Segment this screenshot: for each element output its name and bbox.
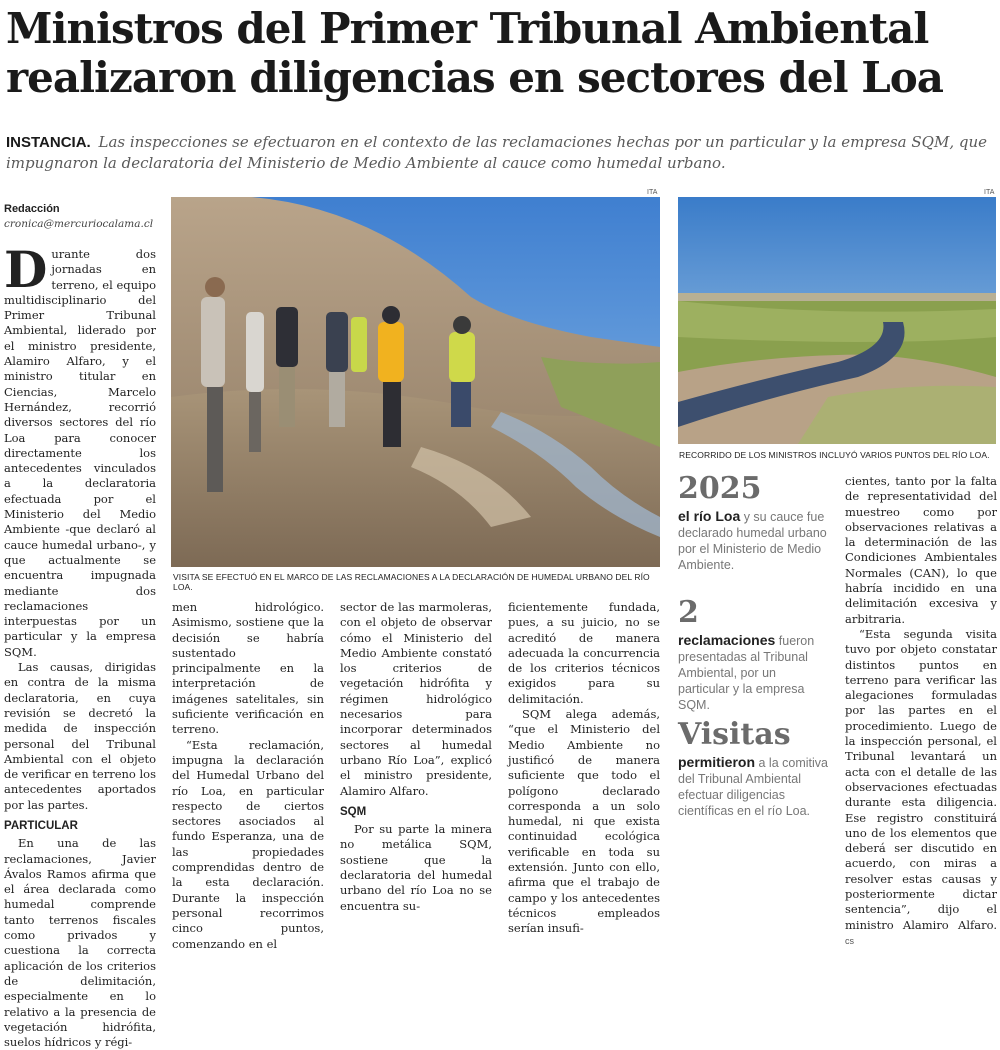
stat-text-3: permitieron a la comitiva del Tribunal Ambiental efectuar diligencias científicas en el río Loa. <box>678 754 828 818</box>
side-photo <box>678 197 996 444</box>
stat-text-1: el río Loa y su cauce fue declarado humedal urbano por el Ministerio de Medio Ambiente. <box>678 508 827 572</box>
column-3-paragraph-1: sector de las marmoleras, con el objeto de observar cómo el Ministerio del Medio Ambiente constató los criterios de vegetación hidrófita y régimen hidrológico necesarios para incorporar determinados sectores al humedal urbano Río Loa”, explicó el ministro presidente, Alamiro Alfaro. <box>340 600 492 798</box>
article-column-1 <box>4 240 157 1050</box>
byline-email: cronica@mercuriocalama.cl <box>4 218 154 230</box>
lead-kicker: INSTANCIA. <box>6 134 91 151</box>
subhead-sqm: SQM <box>340 805 367 818</box>
stat-number-2: 2 <box>678 595 699 630</box>
stat-box-3 <box>678 717 828 819</box>
headline-line-2: realizaron diligencias en sectores del Loa <box>6 53 943 102</box>
byline-author: Redacción <box>4 203 60 215</box>
main-photo-credit: ITA <box>647 189 658 196</box>
side-photo-credit: ITA <box>984 189 995 196</box>
main-photo-image <box>171 197 660 567</box>
column-4-paragraph-1: ficientemente fundada, pues, a su juicio, no se acreditó de manera adecuada la concurrencia de los criterios técnicos exigidos para su delimitación. <box>508 600 660 706</box>
stat-text-2: reclamaciones fueron presentadas al Tribunal Ambiental, por un particular y la empresa SQM. <box>678 632 815 712</box>
headline-line-1: Ministros del Primer Tribunal Ambiental <box>6 4 929 53</box>
article-column-4 <box>508 600 660 936</box>
column-4-paragraph-2: SQM alega además, “que el Ministerio del Medio Ambiente no justificó de manera suficiente que todo el polígono declarado corresponda a un solo humedal, ni que exista continuidad ecológica verificable en toda su extensión. Junto con ello, afirma que el trabajo de campo y los antecedentes técnicos empleados serían insufi- <box>508 707 660 936</box>
article-column-3 <box>340 600 492 913</box>
column-1-paragraph-2: Las causas, dirigidas en contra de la misma declaratoria, en cuya revisión se decretó la medida de inspección personal del Tribunal Ambiental con el objeto de verificar en terreno los antecedentes aportados por las partes. <box>4 660 157 812</box>
column-1-paragraph-3: En una de las reclamaciones, Javier Ávalos Ramos afirma que el área declarada como humedal comprende tanto terrenos fiscales como privados y cuestiona la correcta aplicación de los criterios de delimitación, especialmente en lo relativo a la presencia de vegetación hidrófita, suelos hídricos y régi- <box>4 836 156 1050</box>
column-2-paragraph-1: men hidrológico. Asimismo, sostiene que la decisión se habría sustentado principalmente en la interpretación de imágenes satelitales, sin suficiente verificación en terreno. <box>172 600 324 737</box>
stat-number-3: Visitas <box>678 717 791 752</box>
column-2-paragraph-2: “Esta reclamación, impugna la declaración del Humedal Urbano del río Loa, en particular respecto de ciertos sectores asociados al fundo Esperanza, una de las propiedades comprendidas dentro de la esta declaración. Durante la inspección personal recorrimos cinco puntos, comenzando en el <box>172 737 324 951</box>
article-column-6 <box>845 474 997 946</box>
subhead-particular: PARTICULAR <box>4 819 78 832</box>
stat-box-2 <box>678 595 828 713</box>
column-6-paragraph-2: “Esta segunda visita tuvo por objeto constatar distintos puntos en terreno para verificar las alegaciones formuladas por las partes en el procedimiento. Luego de la inspección personal, el Tribunal levantará un acta con el detalle de las observaciones efectuadas durante esta diligencia. Ese registro constituirá uno de los elementos que deberá ser discutido en acuerdo, con miras a resolver estas causas y posteriormente dictar sentencia”, dijo el ministro Alamiro Alfaro. cs <box>845 626 997 946</box>
column-1-paragraph-1: urante dos jornadas en terreno, el equipo multidisciplinario del Primer Tribunal Ambiental, liderado por el ministro presidente, Alamiro Alfaro, y el ministro titular en Ciencias, Marcelo Hernández, recorrió diversos sectores del río Loa para conocer directamente los antecedentes vinculados a la declaratoria efectuada por el Ministerio del Medio Ambiente -que declaró al cauce humedal urbano-, y que actualmente se encuentra impugnada mediante dos reclamaciones interpuestas por un particular y la empresa SQM. <box>4 247 156 659</box>
side-photo-image <box>678 197 996 444</box>
stat-box-1 <box>678 471 828 573</box>
main-photo <box>171 197 660 567</box>
column-3-paragraph-2: Por su parte la minera no metálica SQM, sostiene que la declaratoria del humedal urbano del río Loa no se encuentra su- <box>340 822 492 913</box>
end-mark: cs <box>845 935 854 946</box>
side-photo-caption: RECORRIDO DE LOS MINISTROS INCLUYÓ VARIOS PUNTOS DEL RÍO LOA. <box>679 450 990 460</box>
article-column-2 <box>172 600 324 951</box>
lead-paragraph <box>6 132 996 174</box>
stat-number-1: 2025 <box>678 471 762 506</box>
lead-text: Las inspecciones se efectuaron en el contexto de las reclamaciones hechas por un particular y la empresa SQM, que impugnaron la declaratoria del Ministerio de Medio Ambiente al cauce como humedal urbano. <box>6 133 988 172</box>
column-6-paragraph-1: cientes, tanto por la falta de representatividad del muestreo como por observaciones relativas a la determinación de las Condiciones Ambientales Normales (CAN), lo que habría incidido en una delimitación excesiva y arbitraria. <box>845 474 997 626</box>
headline <box>6 4 996 102</box>
drop-cap: D <box>4 240 48 299</box>
main-photo-caption: VISITA SE EFECTUÓ EN EL MARCO DE LAS RECLAMACIONES A LA DECLARACIÓN DE HUMEDAL URBANO DEL RÍO LOA. <box>173 572 650 592</box>
